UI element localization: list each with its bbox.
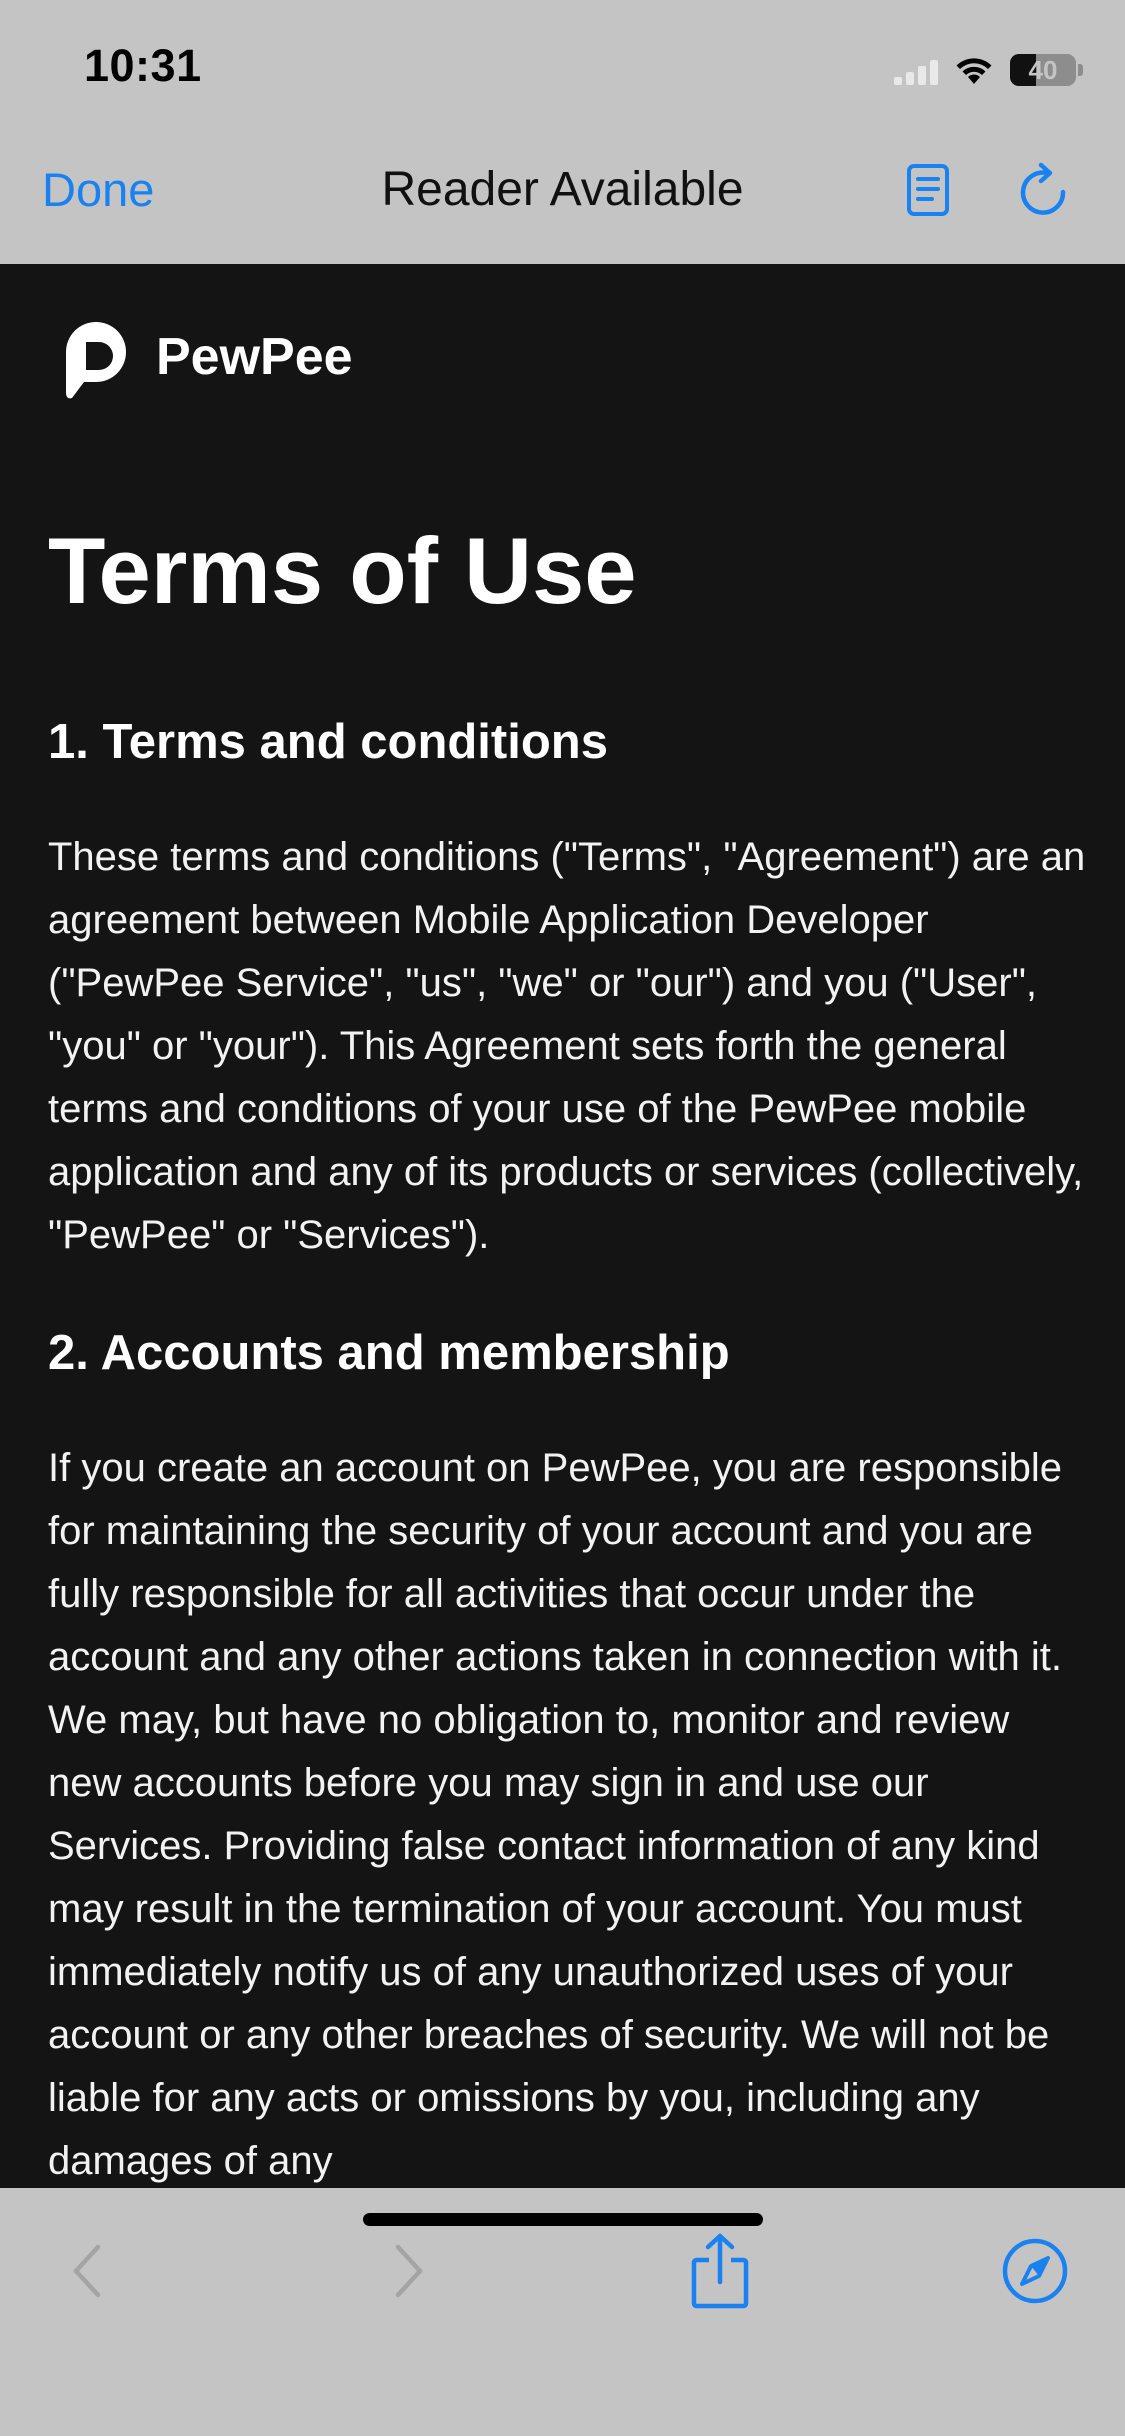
wifi-icon	[952, 53, 996, 87]
status-time: 10:31	[84, 40, 202, 91]
web-page-content[interactable]	[0, 264, 1125, 2188]
reader-available-title: Reader Available	[381, 163, 744, 216]
section-heading-accounts: 2. Accounts and membership	[48, 1326, 730, 1380]
page-title: Terms of Use	[48, 518, 637, 623]
battery-percentage: 40	[1028, 55, 1058, 85]
safari-top-bar	[0, 0, 1125, 264]
section-body-terms: These terms and conditions ("Terms", "Agreement") are an agreement between Mobile Application Developer ("PewPee Service", "us", "we" or "our") and you ("User", "you" or "your"). This Agreement sets forth the general terms and conditions of your use of the PewPee mobile application and any of its products or services (collectively, "PewPee" or "Services").	[48, 835, 1086, 1257]
forward-icon[interactable]	[368, 2228, 448, 2314]
share-icon[interactable]	[680, 2228, 760, 2314]
pewpee-logo-icon	[58, 314, 134, 400]
reload-icon[interactable]	[1014, 160, 1074, 220]
reader-mode-icon[interactable]	[898, 160, 958, 220]
compass-icon[interactable]	[995, 2228, 1075, 2314]
done-button[interactable]: Done	[42, 163, 155, 216]
battery-icon	[1010, 54, 1076, 86]
battery-cap	[1078, 64, 1083, 76]
brand-name: PewPee	[156, 328, 353, 386]
section-heading-terms: 1. Terms and conditions	[48, 715, 608, 769]
status-icons	[894, 48, 1083, 92]
section-body-accounts: If you create an account on PewPee, you are responsible for maintaining the security of your account and you are fully responsible for all activities that occur under the account and any other actions taken in connection with it. We may, but have no obligation to, monitor and review new accounts before you may sign in and use our Services. Providing false contact information of any kind may result in the termination of your account. You must immediately notify us of any unauthorized uses of your account or any other breaches of security. We will not be liable for any acts or omissions by you, including any damages of any	[48, 1446, 1062, 2183]
cellular-signal-icon	[894, 55, 938, 85]
home-indicator[interactable]	[363, 2213, 763, 2226]
brand-header[interactable]	[58, 314, 353, 400]
back-icon[interactable]	[48, 2228, 128, 2314]
